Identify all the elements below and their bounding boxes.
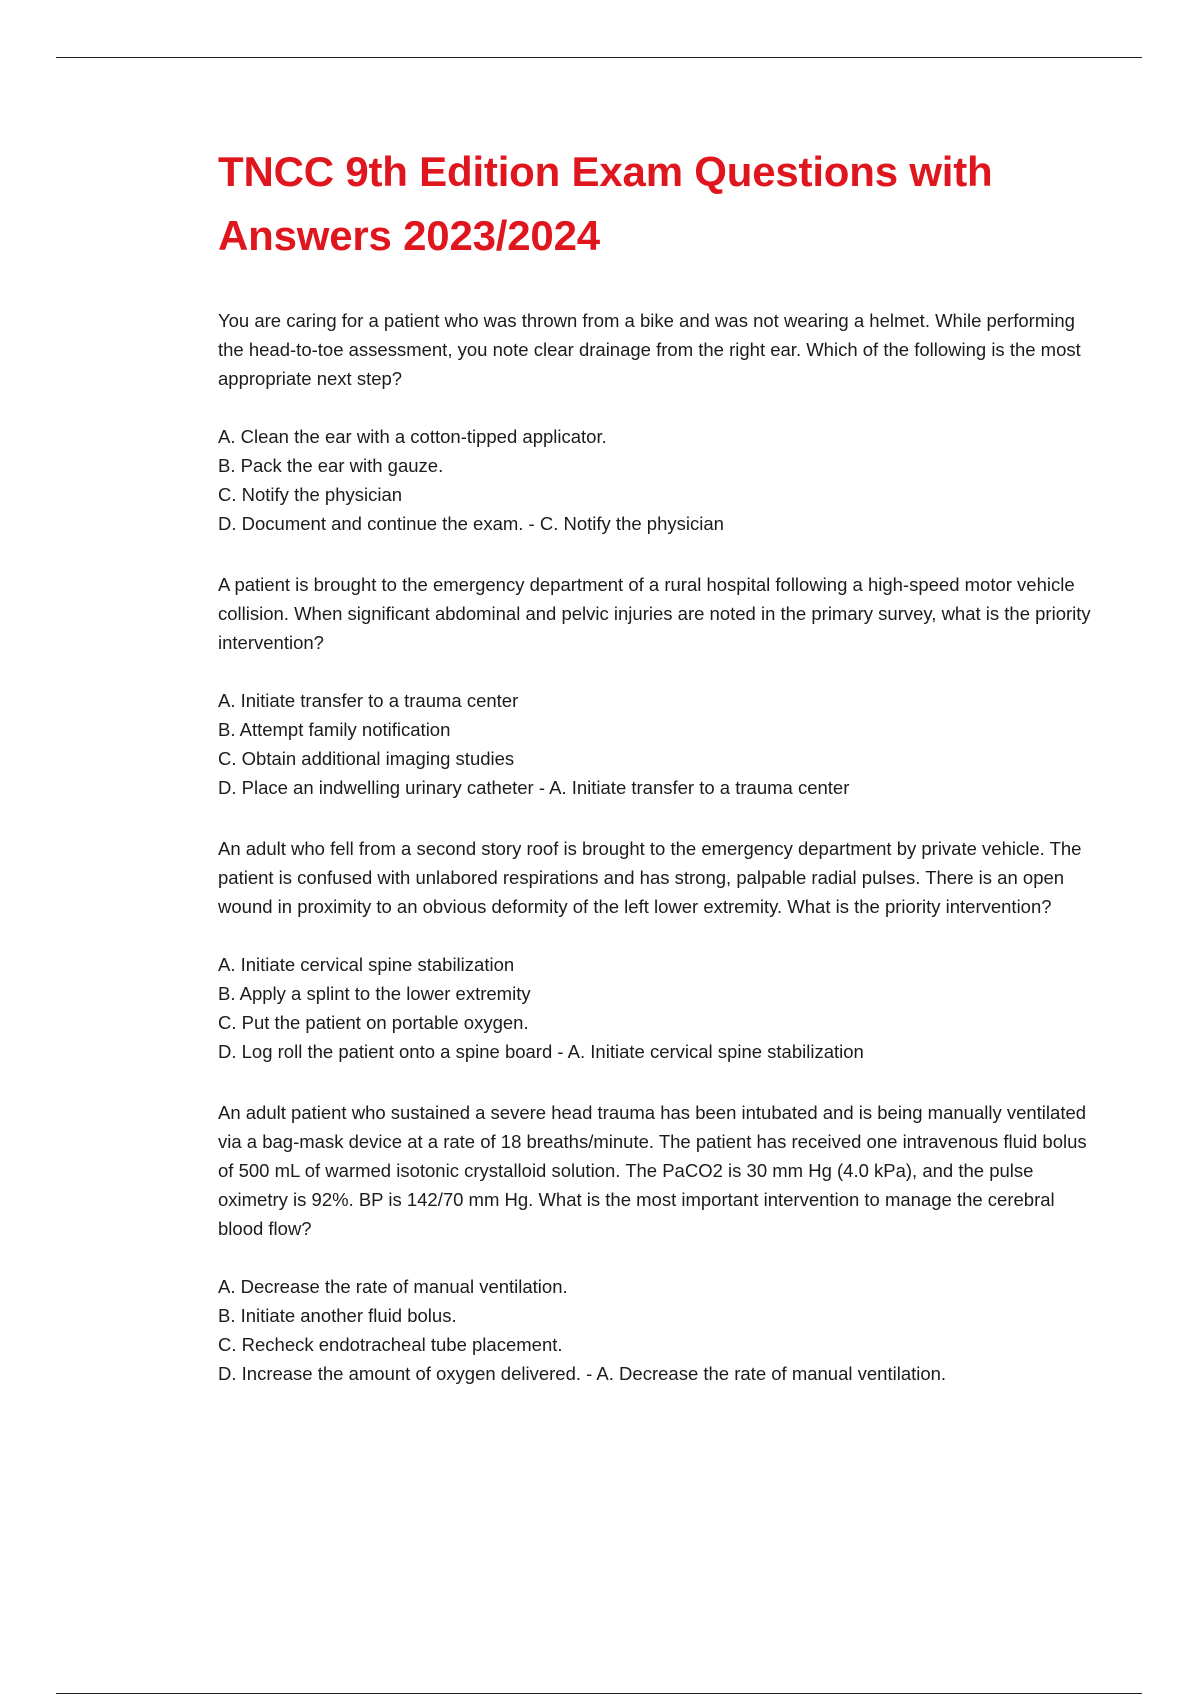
question-text: An adult who fell from a second story roof is brought to the emergency department by private vehicle. The patient is confused with unlabored respirations and has strong, palpable radial pulses. There is an open wound in proximity to an obvious deformity of the left lower extremity. What is the priority intervention? [218,838,1082,917]
document-title: TNCC 9th Edition Exam Questions with Answers 2023/2024 [218,148,993,259]
question-text: An adult patient who sustained a severe head trauma has been intubated and is being manually ventilated via a bag-mask device at a rate of 18 breaths/minute. The patient has received one intravenous fluid bolus of 500 mL of warmed isotonic crystalloid solution. The PaCO2 is 30 mm Hg (4.0 kPa), and the pulse oximetry is 92%. BP is 142/70 mm Hg. What is the most important intervention to manage the cerebral blood flow? [218,1102,1087,1239]
question-block [218,834,1098,1066]
answer-option: C. Obtain additional imaging studies [218,748,515,769]
answer-option: D. Place an indwelling urinary catheter - A. Initiate transfer to a trauma center [218,777,850,798]
answer-option: B. Attempt family notification [218,719,451,740]
header-rule [56,57,1142,58]
answer-option: B. Pack the ear with gauze. [218,455,444,476]
answer-option: C. Put the patient on portable oxygen. [218,1012,529,1033]
answer-option: D. Log roll the patient onto a spine board - A. Initiate cervical spine stabilization [218,1041,864,1062]
question-block [218,1098,1098,1388]
answer-option: A. Initiate cervical spine stabilization [218,954,515,975]
answer-option: A. Clean the ear with a cotton-tipped applicator. [218,426,607,447]
footer-rule [56,1693,1142,1694]
answer-option: A. Initiate transfer to a trauma center [218,690,519,711]
answer-option: D. Document and continue the exam. - C. Notify the physician [218,513,724,534]
answer-options [218,950,1098,1066]
document-body [218,140,1098,1388]
answer-option: C. Notify the physician [218,484,403,505]
answer-options [218,1272,1098,1388]
question-text: You are caring for a patient who was thrown from a bike and was not wearing a helmet. While performing the head-to-toe assessment, you note clear drainage from the right ear. Which of the following is the most appropriate next step? [218,310,1081,389]
answer-option: A. Decrease the rate of manual ventilation. [218,1276,568,1297]
answer-options [218,422,1098,538]
question-text: A patient is brought to the emergency department of a rural hospital following a high-speed motor vehicle collision. When significant abdominal and pelvic injuries are noted in the primary survey, what is the priority intervention? [218,574,1091,653]
answer-options [218,686,1098,802]
answer-option: B. Initiate another fluid bolus. [218,1305,457,1326]
answer-option: D. Increase the amount of oxygen delivered. - A. Decrease the rate of manual ventilation. [218,1363,947,1384]
question-block [218,306,1098,538]
answer-option: B. Apply a splint to the lower extremity [218,983,531,1004]
question-block [218,570,1098,802]
answer-option: C. Recheck endotracheal tube placement. [218,1334,563,1355]
